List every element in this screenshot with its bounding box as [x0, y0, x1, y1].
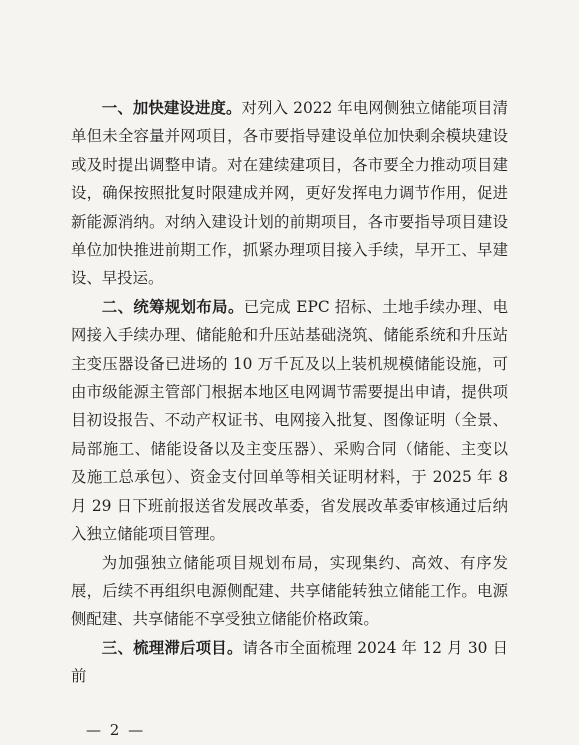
- paragraph-3: [71, 549, 508, 634]
- paragraph-text-1: 对列入 2022 年电网侧独立储能项目清单但未全容量并网项目，各市要指导建设单位加快剩余模块建设或及时提出调整申请。对在建续建项目，各市要全力推动项目建设，确保按照批复时限建成并网，更好发挥电力调节作用，促进新能源消纳。对纳入建设计划的前期项目，各市要指导项目建设单位加快推进前期工作，抓紧办理项目接入手续，早开工、早建设、早投运。: [71, 99, 508, 288]
- section-heading-3: 三、梳理滞后项目。: [101, 638, 243, 657]
- section-heading-2: 二、统筹规划布局。: [101, 297, 244, 316]
- paragraph-2: [71, 293, 508, 549]
- paragraph-text-3: 为加强独立储能项目规划布局，实现集约、高效、有序发展，后续不再组织电源侧配建、共享储能转独立储能工作。电源侧配建、共享储能不享受独立储能价格政策。: [71, 553, 508, 629]
- paragraph-text-2: 已完成 EPC 招标、土地手续办理、电网接入手续办理、储能舱和升压站基础浇筑、储能系统和升压站主变压器设备已进场的 10 万千瓦及以上装机规模储能设施，可由市级能源主管部门根据本地区电网调节需要提出申请，提供项目初设报告、不动产权证书、电网接入批复、图像证明（全景、局部施工、储能设备以及主变压器）、采购合同（储能、主变以及施工总承包）、资金支付回单等相关证明材料，于 2025 年 8 月 29 日下班前报送省发展改革委，省发展改革委审核通过后纳入独立储能项目管理。: [71, 297, 508, 544]
- section-heading-1: 一、加快建设进度。: [101, 99, 242, 117]
- document-body: [71, 94, 508, 691]
- paragraph-4: [71, 634, 508, 691]
- paragraph-1: [71, 94, 508, 293]
- page-number: — 2 —: [86, 721, 146, 739]
- paragraph-text-4: 请各市全面梳理 2024 年 12 月 30 日前: [71, 638, 508, 686]
